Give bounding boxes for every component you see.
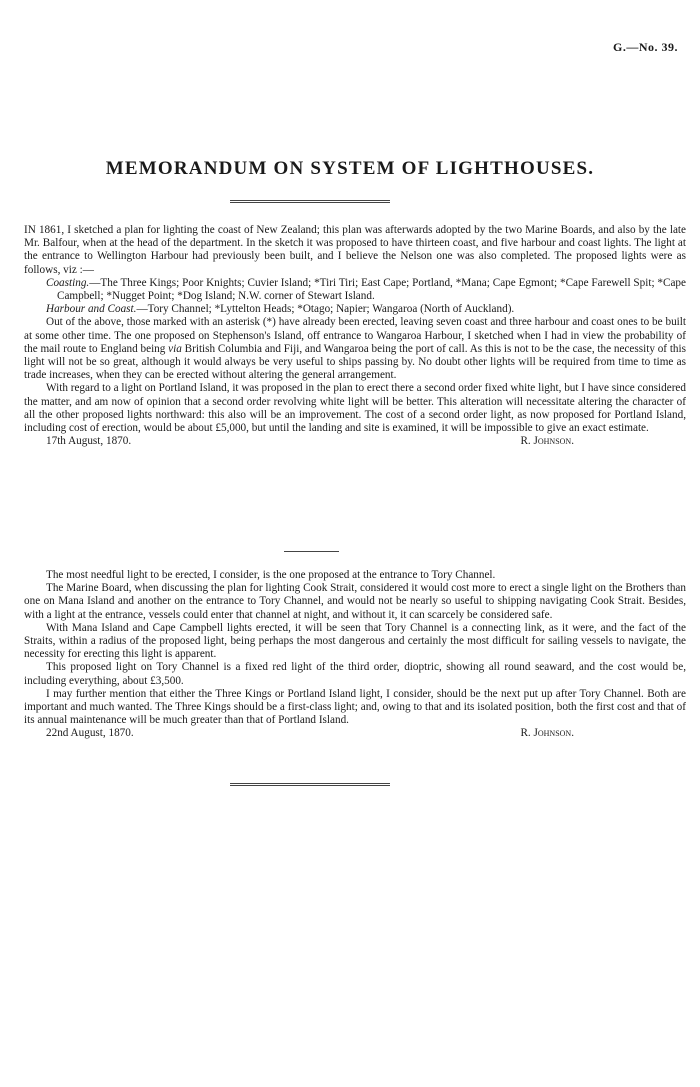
document-title: MEMORANDUM ON SYSTEM OF LIGHTHOUSES. xyxy=(105,158,595,179)
memo2-date: 22nd August, 1870. xyxy=(46,727,134,740)
coasting-label: Coasting. xyxy=(46,276,90,289)
memo1-paragraph-2-part-b: British Columbia and Fiji, and Wangaroa being the port of call. As this is not to be the case, the necessity of this light will not be so great, although it would always be very useful to ships passing by. No doubt other lights will be required from time to time as trade increases, when they can be erected without altering the general arrangement. xyxy=(24,342,686,382)
harbour-label: Harbour and Coast. xyxy=(46,303,137,316)
memo1-paragraph-3: With regard to a light on Portland Island, it was proposed in the plan to erect there a second order fixed white light, but I have since considered the matter, and am now of opinion that a second order revolving white light will be better. This alteration will necessitate altering the character of all the other proposed lights northward: this also will be an improvement. The cost of a second order light, as now proposed for Portland Island, including cost of erection, would be about £5,000, but until the landing and site is examined, it will be impossible to give an exact estimate. xyxy=(24,382,686,435)
memo1-via: via xyxy=(168,342,182,355)
memo1-paragraph-1: IN 1861, I sketched a plan for lighting the coast of New Zealand; this plan was afterwards adopted by the two Marine Boards, and also by the late Mr. Balfour, when at the head of the department. In the sketch it was proposed to have thirteen coast, and five harbour and coast lights. The light at the entrance to Wellington Harbour had previously been built, and I believe the Nelson one was also completed. The proposed lights were as follows, viz :— xyxy=(24,224,686,276)
memo2-paragraph-2: The Marine Board, when discussing the plan for lighting Cook Strait, considered it would cost more to erect a single light on the Brothers than one on Mana Island and another on the entrance to Tory Channel, and would not be nearly so useful to shipping navigating Cook Strait. Besides, with a light at the entrance, vessels could enter that channel at night, and without it, it can scarcely be considered safe. xyxy=(24,582,686,621)
title-divider xyxy=(230,200,390,203)
memo2-signature-line xyxy=(24,727,686,740)
memo2-paragraph-1: The most needful light to be erected, I consider, is the one proposed at the entrance to Tory Channel. xyxy=(46,569,496,581)
memo1-paragraph-2 xyxy=(24,316,686,382)
memorandum-1 xyxy=(24,224,686,448)
page-reference: G.—No. 39. xyxy=(613,40,678,54)
end-divider xyxy=(230,783,390,786)
memorandum-2 xyxy=(24,569,686,741)
coasting-list xyxy=(24,277,686,303)
memo2-author: R. Johnson. xyxy=(520,727,574,740)
memo2-paragraph-5: I may further mention that either the Three Kings or Portland Island light, I consider, should be the next put up after Tory Channel. Both are important and much wanted. The Three Kings should be a first-class light; and, owing to that and its isolated position, both the first cost and that of its annual maintenance will be much greater than that of Portland Island. xyxy=(24,687,686,727)
memo1-signature-line xyxy=(24,435,686,448)
harbour-coast-list xyxy=(24,303,686,316)
memo2-paragraph-3: With Mana Island and Cape Campbell lights erected, it will be seen that Tory Channel is a connecting link, as it were, and the fact of the Straits, within a radius of the proposed light, being perhaps the most dangerous and certainly the most difficult for sailing vessels to navigate, the necessity for erecting this light is apparent. xyxy=(24,621,686,661)
coasting-text: —The Three Kings; Poor Knights; Cuvier Island; *Tiri Tiri; East Cape; Portland, *Mana; Cape Egmont; *Cape Farewell Spit; *Cape Campbell; *Nugget Point; *Dog Island; N.W. corner of Stewart Island. xyxy=(57,276,686,303)
memo1-date: 17th August, 1870. xyxy=(46,435,132,448)
memo2-paragraph-4: This proposed light on Tory Channel is a fixed red light of the third order, dioptric, showing all round seaward, and the cost would be, including everything, about £3,500. xyxy=(24,661,686,687)
memo1-author: R. Johnson. xyxy=(520,435,574,448)
harbour-text: —Tory Channel; *Lyttelton Heads; *Otago; Napier; Wangaroa (North of Auckland). xyxy=(136,303,515,316)
memo1-paragraph-2-part-a: Out of the above, those marked with an asterisk (*) have already been erected, leaving seven coast and three harbour and coast ones to be built at some other time. The one proposed on Stephenson's Island, off entrance to Wangaroa Harbour, I sketched when I had in view the probability of the mail route to England being xyxy=(24,316,686,355)
section-divider xyxy=(284,551,339,552)
